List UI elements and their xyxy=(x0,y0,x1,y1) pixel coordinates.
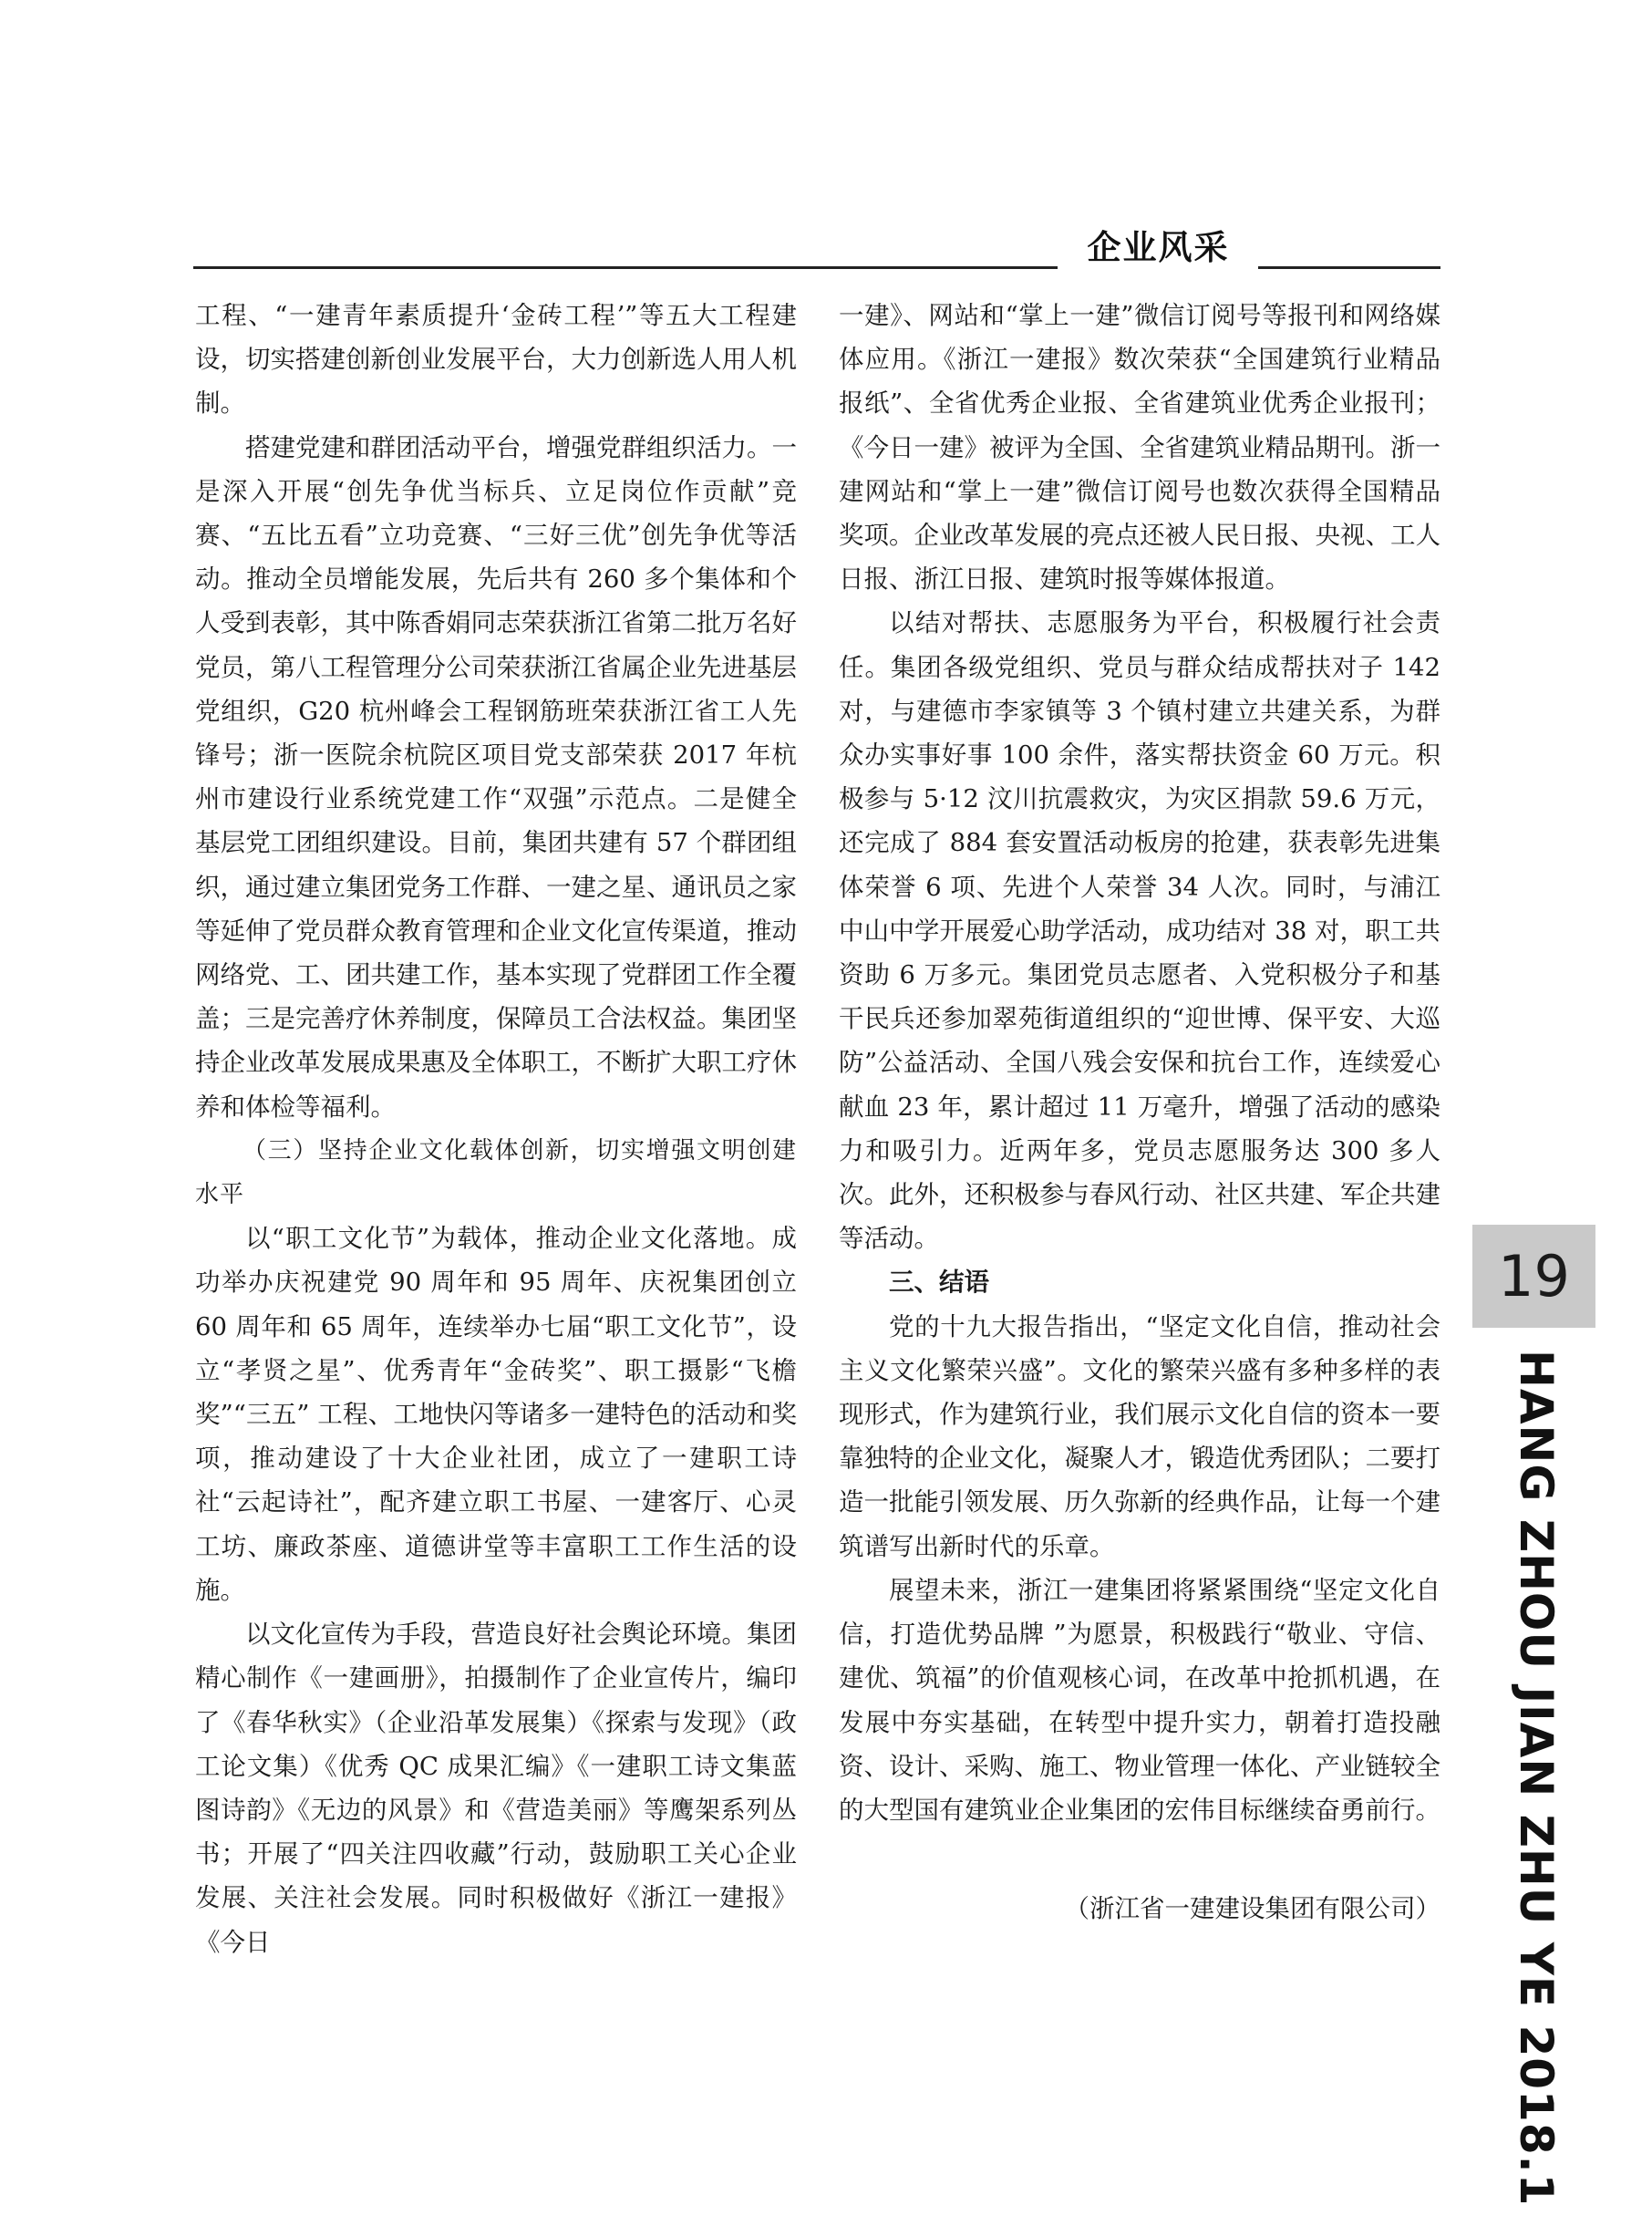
paragraph: 工程、“一建青年素质提升‘金砖工程’”等五大工程建设，切实搭建创新创业发展平台，大力创新选人用人机制。 xyxy=(195,301,797,419)
paragraph: 搭建党建和群团活动平台，增强党群组织活力。一是深入开展“创先争优当标兵、立足岗位作贡献”竞赛、“五比五看”立功竞赛、“三好三优”创先争优等活动。推动全员增能发展，先后共有 260 多个集体和个人受到表彰，其中陈香娟同志荣获浙江省第二批万名好党员，第八工程管理分公司荣获浙江省属企业先进基层党组织，G20 杭州峰会工程钢筋班荣获浙江省工人先锋号；浙一医院余杭院区项目党支部荣获 2017 年杭州市建设行业系统党建工作“双强”示范点。二是健全基层党工团组织建设。目前，集团共建有 57 个群团组织，通过建立集团党务工作群、一建之星、通讯员之家等延伸了党员群众教育管理和企业文化宣传渠道，推动网络党、工、团共建工作，基本实现了党群团工作全覆盖；三是完善疗休养制度，保障员工合法权益。集团坚持企业改革发展成果惠及全体职工，不断扩大职工疗休养和体检等福利。 xyxy=(195,432,797,1122)
section-heading: 三、结语 xyxy=(889,1268,989,1298)
author-signature: （浙江省一建建设集团有限公司） xyxy=(1064,1894,1440,1924)
paragraph: 党的十九大报告指出，“坚定文化自信，推动社会主义文化繁荣兴盛”。文化的繁荣兴盛有多种多样的表现形式，作为建筑行业，我们展示文化自信的资本一要靠独特的企业文化，凝聚人才，锻造优秀团队；二要打造一批能引领发展、历久弥新的经典作品，让每一个建筑谱写出新时代的乐章。 xyxy=(839,1311,1440,1561)
header-rule-left xyxy=(193,266,1058,269)
paragraph: 展望未来，浙江一建集团将紧紧围绕“坚定文化自信，打造优势品牌 ”为愿景，积极践行“敬业、守信、建优、筑福”的价值观核心词，在改革中抢抓机遇，在发展中夯实基础，在转型中提升实力，朝着打造投融资、设计、采购、施工、物业管理一体化、产业链较全的大型国有建筑业企业集团的宏伟目标继续奋勇前行。 xyxy=(839,1575,1440,1825)
header-rule-right xyxy=(1258,266,1440,269)
section-title: 企业风采 xyxy=(1087,228,1230,267)
paragraph: 一建》、网站和“掌上一建”微信订阅号等报刊和网络媒体应用。《浙江一建报》数次荣获“全国建筑行业精品报纸”、全省优秀企业报、全省建筑业优秀企业报刊；《今日一建》被评为全国、全省建筑业精品期刊。浙一建网站和“掌上一建”微信订阅号也数次获得全国精品奖项。企业改革发展的亮点还被人民日报、央视、工人日报、浙江日报、建筑时报等媒体报道。 xyxy=(839,301,1440,595)
paragraph: 以“职工文化节”为载体，推动企业文化落地。成功举办庆祝建党 90 周年和 95 周年、庆祝集团创立 60 周年和 65 周年，连续举办七届“职工文化节”，设立“孝贤之星”、优秀青年“金砖奖”、职工摄影“飞檐奖”“三五” 工程、工地快闪等诸多一建特色的活动和奖项，推动建设了十大企业社团，成立了一建职工诗社“云起诗社”，配齐建立职工书屋、一建客厅、心灵工坊、廉政茶座、道德讲堂等丰富职工工作生活的设施。 xyxy=(195,1224,797,1605)
page-number: 19 xyxy=(1472,1225,1595,1328)
paragraph: 以结对帮扶、志愿服务为平台，积极履行社会责任。集团各级党组织、党员与群众结成帮扶对子 142 对，与建德市李家镇等 3 个镇村建立共建关系，为群众办实事好事 100 余件，落实帮扶资金 60 万元。积极参与 5·12 汶川抗震救灾，为灾区捐款 59.6 万元，还完成了 884 套安置活动板房的抢建，获表彰先进集体荣誉 6 项、先进个人荣誉 34 人次。同时，与浦江中山中学开展爱心助学活动，成功结对 38 对，职工共资助 6 万多元。集团党员志愿者、入党积极分子和基干民兵还参加翠苑街道组织的“迎世博、保平安、大巡防”公益活动、全国八残会安保和抗台工作，连续爱心献血 23 年，累计超过 11 万毫升，增强了活动的感染力和吸引力。近两年多，党员志愿服务达 300 多人次。此外，还积极参与春风行动、社区共建、军企共建等活动。 xyxy=(839,608,1440,1254)
left-column xyxy=(195,294,797,1964)
right-column xyxy=(839,294,1440,1931)
magazine-title: HANG ZHOU JIAN ZHU YE 2018.1 xyxy=(1510,1350,1563,2207)
subheading: （三）坚持企业文化载体创新，切实增强文明创建水平 xyxy=(195,1136,797,1209)
paragraph: 以文化宣传为手段，营造良好社会舆论环境。集团精心制作《一建画册》，拍摄制作了企业宣传片，编印了《春华秋实》（企业沿革发展集）《探索与发现》（政工论文集）《优秀 QC 成果汇编》《一建职工诗文集蓝图诗韵》《无边的风景》和《营造美丽》等鹰架系列丛书；开展了“四关注四收藏”行动，鼓励职工关心企业发展、关注社会发展。同时积极做好《浙江一建报》《今日 xyxy=(195,1620,797,1957)
